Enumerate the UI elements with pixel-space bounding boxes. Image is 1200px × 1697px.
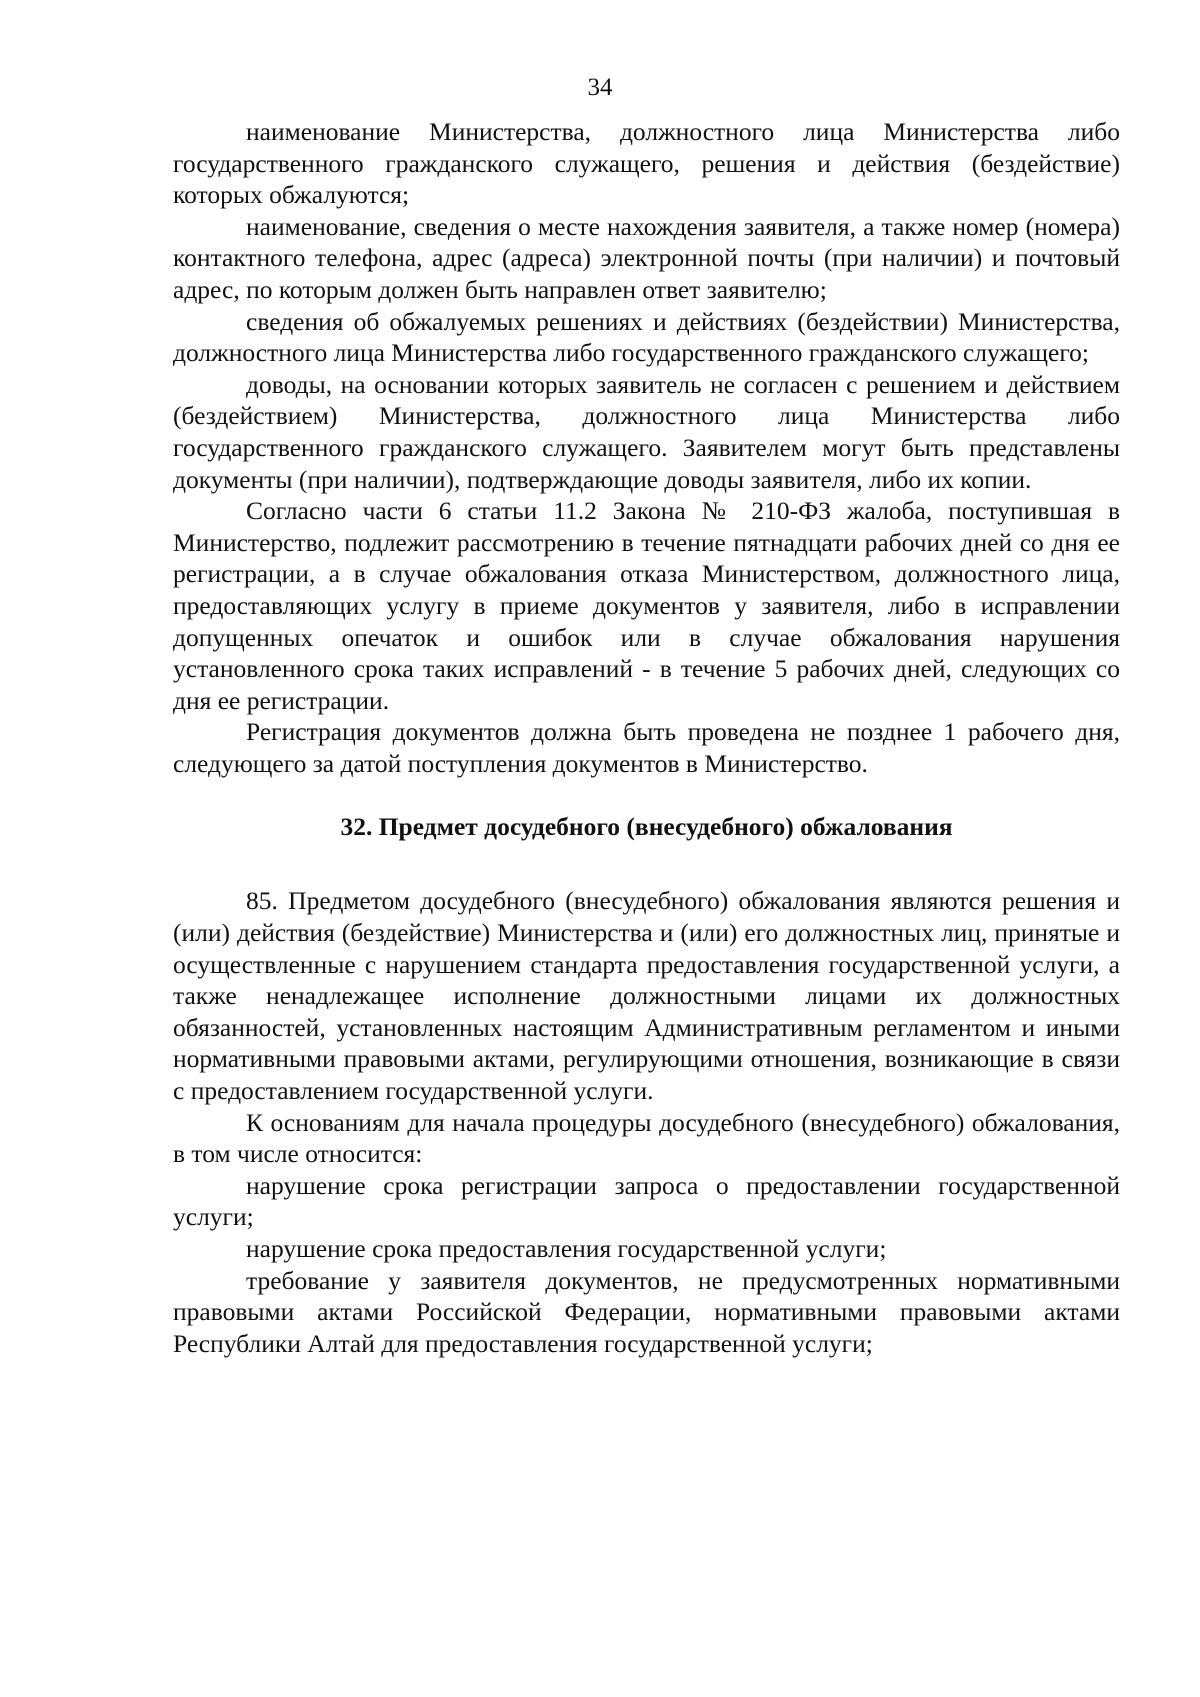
paragraph: наименование, сведения о месте нахождения заявителя, а также номер (номера) контактного телефона, адрес (адреса) электронной почты (при наличии) и почтовый адрес, по которым должен быть направлен ответ заявителю; (173, 211, 1120, 304)
paragraph: сведения об обжалуемых решениях и действиях (бездействии) Министерства, должностного лица Министерства либо государственного гражданского служащего; (173, 306, 1120, 368)
section-heading: 32. Предмет досудебного (внесудебного) обжалования (340, 812, 953, 842)
paragraph: Регистрация документов должна быть проведена не позднее 1 рабочего дня, следующего за датой поступления документов в Министерство. (173, 717, 1120, 778)
paragraph: 85. Предметом досудебного (внесудебного) обжалования являются решения и (или) действия (бездействие) Министерства и (или) его должностных лиц, принятые и осуществленные с нарушением стандарта предоставления государственной услуги, а также ненадлежащее исполнение должностными лицами их должностных обязанностей, установленных настоящим Административным регламентом и иными нормативными правовыми актами, регулирующими отношения, возникающие в связи с предоставлением государственной услуги. (173, 886, 1120, 1106)
paragraph: наименование Министерства, должностного лица Министерства либо государственного гражданского служащего, решения и действия (бездействие) которых обжалуются; (173, 117, 1120, 210)
paragraph: нарушение срока регистрации запроса о предоставлении государственной услуги; (173, 1170, 1120, 1232)
paragraph: требование у заявителя документов, не предусмотренных нормативными правовыми актами Российской Федерации, нормативными правовыми актами Республики Алтай для предоставления государственной услуги; (173, 1265, 1120, 1358)
paragraph: Согласно части 6 статьи 11.2 Закона № 210-ФЗ жалоба, поступившая в Министерство, подлежит рассмотрению в течение пятнадцати рабочих дней со дня ее регистрации, а в случае обжалования отказа Министерством, должностного лица, предоставляющих услугу в приеме документов у заявителя, либо в исправлении допущенных опечаток и ошибок или в случае обжалования нарушения установленного срока таких исправлений - в течение 5 рабочих дней, следующих со дня ее регистрации. (173, 496, 1120, 715)
paragraph: нарушение срока предоставления государственной услуги; (246, 1234, 887, 1263)
document-body (173, 116, 1120, 1359)
paragraph: К основаниям для начала процедуры досудебного (внесудебного) обжалования, в том числе относится: (173, 1107, 1120, 1169)
page-number: 34 (587, 74, 613, 101)
paragraph: доводы, на основании которых заявитель не согласен с решением и действием (бездействием) Министерства, должностного лица Министерства либо государственного гражданского служащего. Заявителем могут быть представлены документы (при наличии), подтверждающие доводы заявителя, либо их копии. (173, 369, 1120, 494)
